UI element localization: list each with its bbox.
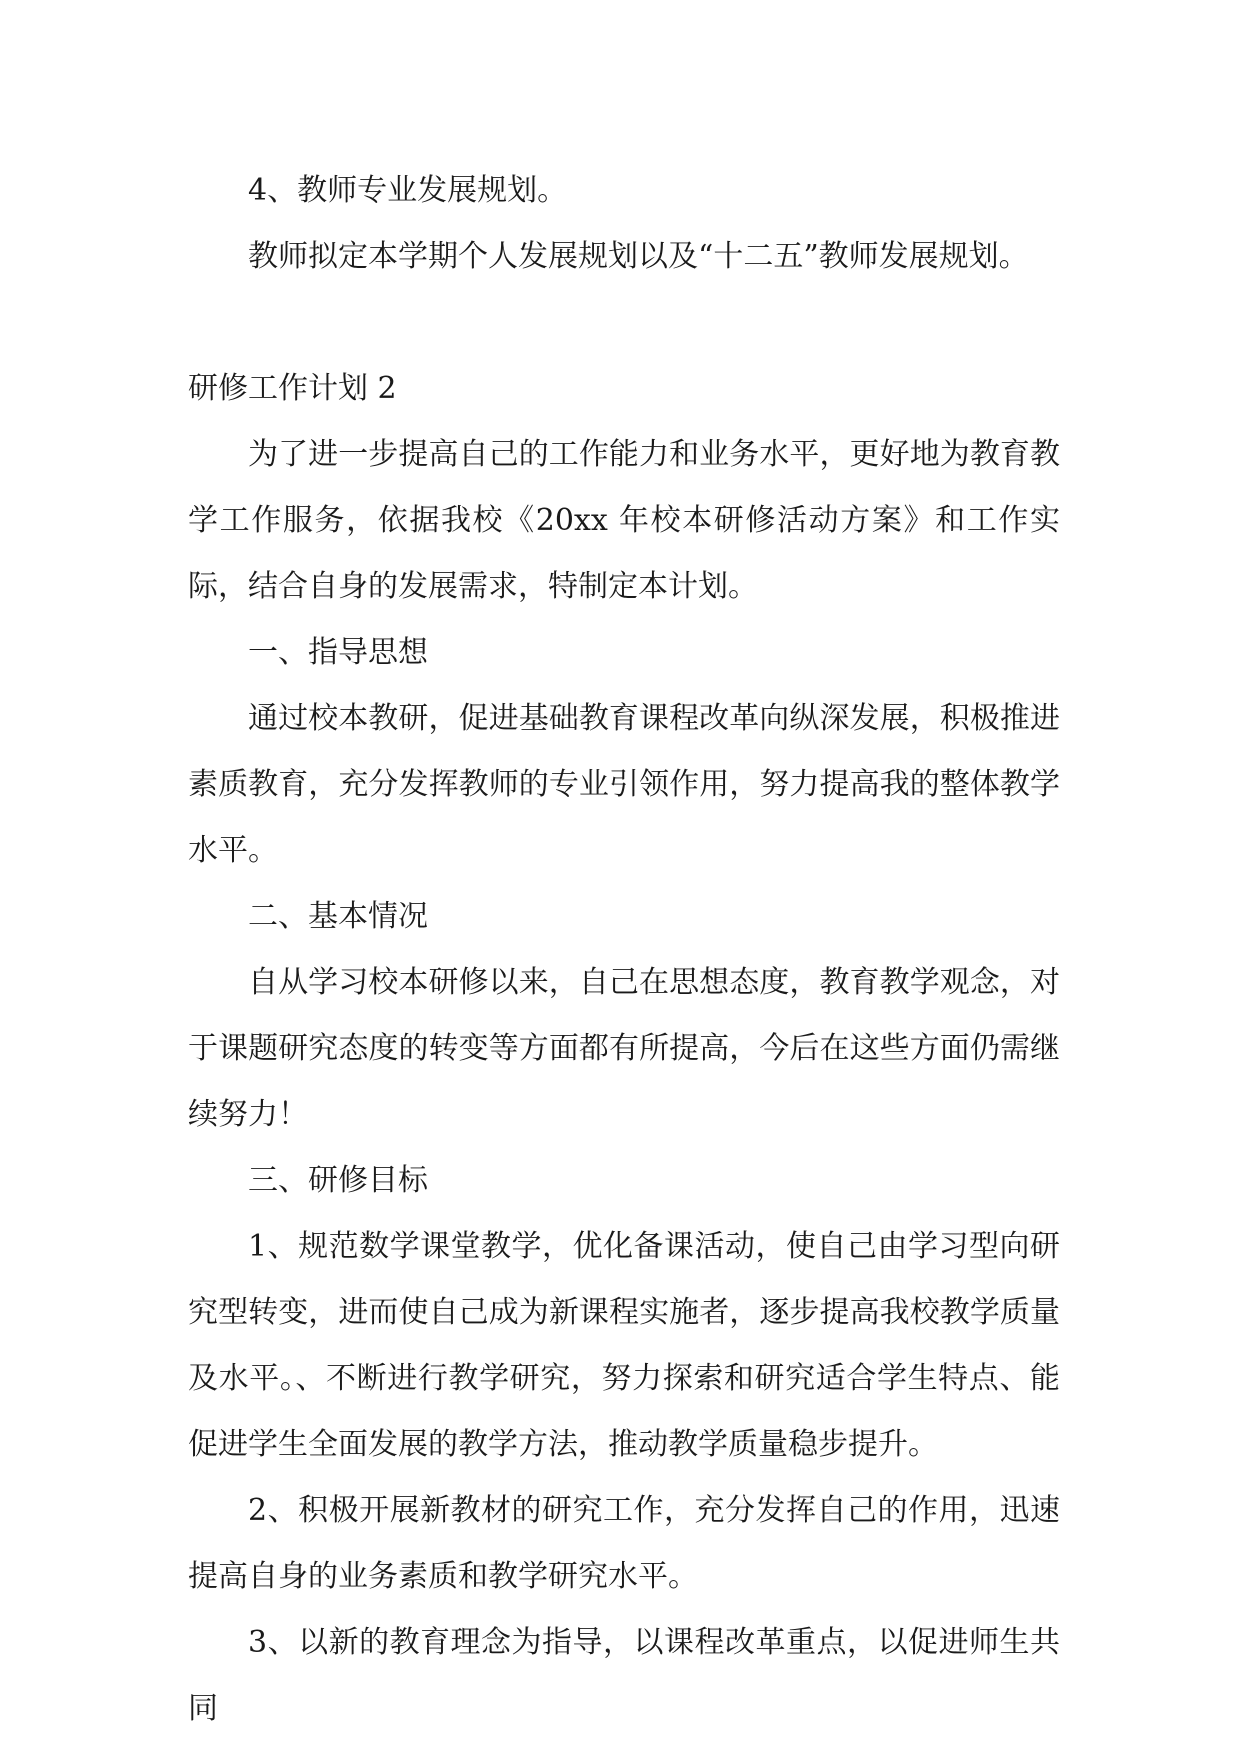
heading-guiding-thought: 一、指导思想 bbox=[248, 635, 428, 670]
document-body bbox=[188, 158, 1060, 1742]
paragraph-item-4-plan: 4、教师专业发展规划。 bbox=[248, 173, 568, 208]
paragraph-goal-2: 2、积极开展新教材的研究工作，充分发挥自己的作用，迅速提高自身的业务素质和教学研究水平。 bbox=[188, 1493, 1060, 1594]
paragraph-goal-1: 1、规范数学课堂教学，优化备课活动，使自己由学习型向研究型转变，进而使自己成为新课程实施者，逐步提高我校教学质量及水平。、不断进行教学研究，努力探索和研究适合学生特点、能促进学生全面发展的教学方法，推动教学质量稳步提升。 bbox=[188, 1229, 1060, 1462]
paragraph-basic-situation: 自从学习校本研修以来，自己在思想态度，教育教学观念，对于课题研究态度的转变等方面都有所提高，今后在这些方面仍需继续努力！ bbox=[188, 965, 1060, 1132]
heading-goals: 三、研修目标 bbox=[248, 1163, 428, 1198]
paragraph-goal-3: 3、以新的教育理念为指导，以课程改革重点，以促进师生共同 bbox=[188, 1625, 1060, 1726]
section-title: 研修工作计划 2 bbox=[188, 371, 397, 406]
paragraph-teacher-plan: 教师拟定本学期个人发展规划以及“十二五”教师发展规划。 bbox=[248, 239, 1029, 274]
paragraph-intro: 为了进一步提高自己的工作能力和业务水平，更好地为教育教学工作服务，依据我校《20xx 年校本研修活动方案》和工作实际，结合自身的发展需求，特制定本计划。 bbox=[188, 437, 1060, 604]
paragraph-guiding-thought: 通过校本教研，促进基础教育课程改革向纵深发展，积极推进素质教育，充分发挥教师的专业引领作用，努力提高我的整体教学水平。 bbox=[188, 701, 1060, 868]
heading-basic-situation: 二、基本情况 bbox=[248, 899, 428, 934]
